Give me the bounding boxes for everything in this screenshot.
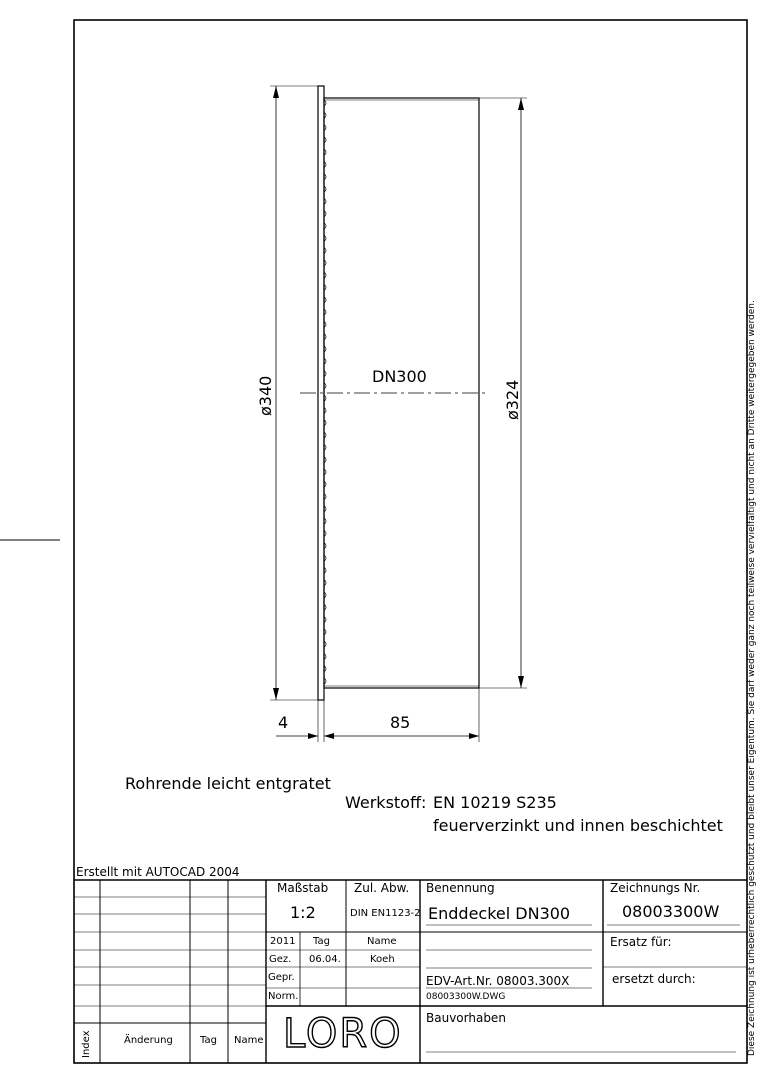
scale-value: 1:2 xyxy=(290,903,316,922)
year-cell: 2011 xyxy=(270,936,296,947)
material-value: EN 10219 S235 xyxy=(433,793,557,812)
material-label: Werkstoff: xyxy=(345,793,427,812)
arrow-outer-top xyxy=(273,86,279,98)
dwg-file-name: 08003300W.DWG xyxy=(426,992,506,1002)
created-with-note: Erstellt mit AUTOCAD 2004 xyxy=(76,865,240,879)
finish-note: feuerverzinkt und innen beschichtet xyxy=(433,816,723,835)
drawing-number-label: Zeichnungs Nr. xyxy=(610,881,701,895)
norm-label: Norm. xyxy=(268,991,299,1002)
tolerance-value: DIN EN1123-2 xyxy=(350,908,421,919)
company-logo: LORO xyxy=(283,1011,403,1057)
name-label: Benennung xyxy=(426,881,495,895)
revision-index-header: Index xyxy=(81,1030,92,1058)
nominal-size-label: DN300 xyxy=(372,367,427,386)
drawn-name: Koeh xyxy=(370,954,395,965)
copyright-note: Diese Zeichnung ist urheberrechtlich geschützt und bleibt unser Eigentum. Sie darf weder ganz noch teilweise vervielfältigt und nicht an Dritte weitergegeben werden. xyxy=(747,300,757,1056)
drawn-date: 06.04. xyxy=(309,954,341,965)
arrow-inner-bottom xyxy=(518,676,524,688)
revision-day-header: Tag xyxy=(200,1035,217,1046)
outer-diameter-label: ø340 xyxy=(256,375,275,416)
inner-diameter-label: ø324 xyxy=(503,379,522,420)
tolerance-label: Zul. Abw. xyxy=(354,881,410,895)
edp-article-number: EDV-Art.Nr. 08003.300X xyxy=(426,974,570,988)
project-label: Bauvorhaben xyxy=(426,1011,506,1025)
part-name: Enddeckel DN300 xyxy=(428,904,571,923)
drawing-number: 08003300W xyxy=(622,902,720,921)
revision-name-header: Name xyxy=(234,1035,264,1046)
replaced-by-label: ersetzt durch: xyxy=(612,972,696,986)
drawn-label: Gez. xyxy=(269,954,292,965)
revision-change-header: Änderung xyxy=(124,1035,173,1046)
day-header: Tag xyxy=(313,936,330,947)
scale-label: Maßstab xyxy=(277,881,329,895)
deburr-note: Rohrende leicht entgratet xyxy=(125,774,331,793)
arrow-outer-bottom xyxy=(273,688,279,700)
flange-thickness-label: 4 xyxy=(278,713,289,732)
length-label: 85 xyxy=(390,713,411,732)
name-header: Name xyxy=(367,936,397,947)
checked-label: Gepr. xyxy=(268,972,295,983)
arrow-inner-top xyxy=(518,98,524,110)
replacement-for-label: Ersatz für: xyxy=(610,935,672,949)
